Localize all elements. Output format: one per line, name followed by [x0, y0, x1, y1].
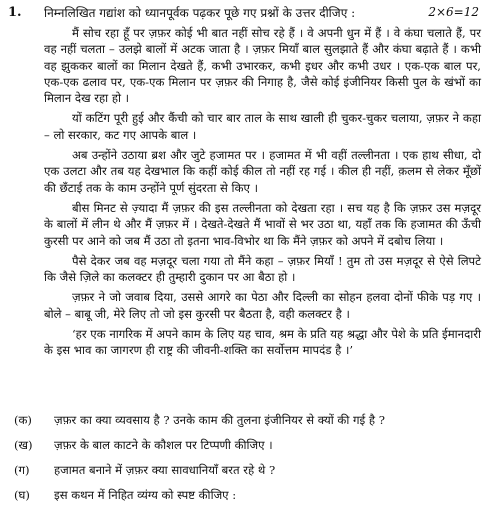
passage-paragraph-2: यों कटिंग पूरी हुई और कैंची को चार बार ताल के साथ खाली ही चुकर-चुकर चलाया, ज़फ़र ने कहा – लो सरकार, कट गए आपके बाल ।: [44, 111, 481, 142]
passage-quote: ‘हर एक नागरिक में अपने काम के लिए यह चाव, श्रम के प्रति यह श्रद्धा और पेशे के प्रति ईमानदारी के इस भाव का जागरण ही राष्ट्र की जीवनी-शक्ति का सर्वोत्तम मापदंड है ।’: [44, 327, 481, 358]
sub-question-label: (ग): [14, 463, 30, 477]
sub-question-text: ज़फ़र के बाल काटने के कौशल पर टिप्पणी कीजिए ।: [54, 438, 273, 452]
sub-question-text: ज़फ़र का क्या व्यवसाय है ? उनके काम की तुलना इंजीनियर से क्यों की गई है ?: [54, 413, 385, 427]
question-number: 1.: [8, 5, 22, 20]
passage-paragraph-3: अब उन्होंने उठाया ब्रश और जुटे हजामत पर । हजामत में भी वहीं तल्लीनता । एक हाथ सीधा, दो एक उलटा और तब यह देखभाल कि कहीं कोई कील तो नहीं रह गई । कील ही नहीं, क़लम से लेकर मूँछों की छँटाई तक के काम उन्होंने पूर्ण सुंदरता से किए ।: [44, 148, 481, 195]
sub-question: [14, 412, 484, 428]
sub-question-label: (घ): [14, 488, 30, 502]
sub-questions: [14, 412, 484, 512]
passage-paragraph-4: बीस मिनट से ज़्यादा मैं ज़फ़र की इस तल्लीनता को देखता रहा । सच यह है कि ज़फ़र उस मज़दूर के बालों में लीन थे और मैं ज़फ़र में । देखते-देखते मैं भावों से भर उठा था, यहाँ तक कि हजामत की ऊँची कुरसी पर आने को जब मैं उठा तो इतना भाव-विभोर था कि मैंने ज़फ़र को अपने में दबोच लिया ।: [44, 200, 481, 248]
sub-question: [14, 437, 484, 453]
sub-question-text: इस कथन में निहित व्यंग्य को स्पष्ट कीजिए :: [54, 488, 237, 502]
sub-question-label: (क): [14, 413, 32, 427]
passage-paragraph-6: ज़फ़र ने जो जवाब दिया, उससे आगरे का पेठा और दिल्ली का सोहन हलवा दोनों फीके पड़ गए । बोले – बाबू जी, मेरे लिए तो जो इस कुरसी पर बैठता है, वही कलक्टर है ।: [44, 290, 481, 321]
sub-question-label: (ख): [14, 438, 33, 452]
passage-paragraph-5: पैसे देकर जब वह मज़दूर चला गया तो मैंने कहा – ज़फ़र मियाँ ! तुम तो उस मज़दूर से ऐसे लिपटे कि जैसे ज़िले का कलक्टर ही तुम्हारी दुकान पर आ बैठा हो ।: [44, 253, 481, 285]
sub-question-text: हजामत बनाने में ज़फ़र क्या सावधानियाँ बरत रहे थे ?: [54, 463, 276, 477]
marks-allocation: 2×6=12: [428, 5, 479, 19]
question-instruction: निम्नलिखित गद्यांश को ध्यानपूर्वक पढ़कर पूछे गए प्रश्नों के उत्तर दीजिए :: [44, 6, 356, 20]
sub-question: [14, 462, 484, 478]
passage-paragraph-1: मैं सोच रहा हूँ पर ज़फ़र कोई भी बात नहीं सोच रहे हैं । वे अपनी धुन में हैं । वे कंघा चलाते हैं, पर वह नहीं चलता – उलझे बालों में अटक जाता है । ज़फ़र मियाँ बाल सुलझाते हैं और कंघा बढ़ाते हैं । कभी वह झुककर बालों का मिलान देखते हैं, कभी उभारकर, कभी इधर और कभी उधर । एक-एक बाल पर, एक-एक ढलाव पर, एक-एक मिलान पर ज़फ़र की निगाह है, जैसे कोई इंजीनियर किसी पुल के खंभों का मिलान देख रहा हो ।: [44, 26, 481, 106]
sub-question: [14, 487, 484, 503]
passage: [44, 25, 481, 363]
